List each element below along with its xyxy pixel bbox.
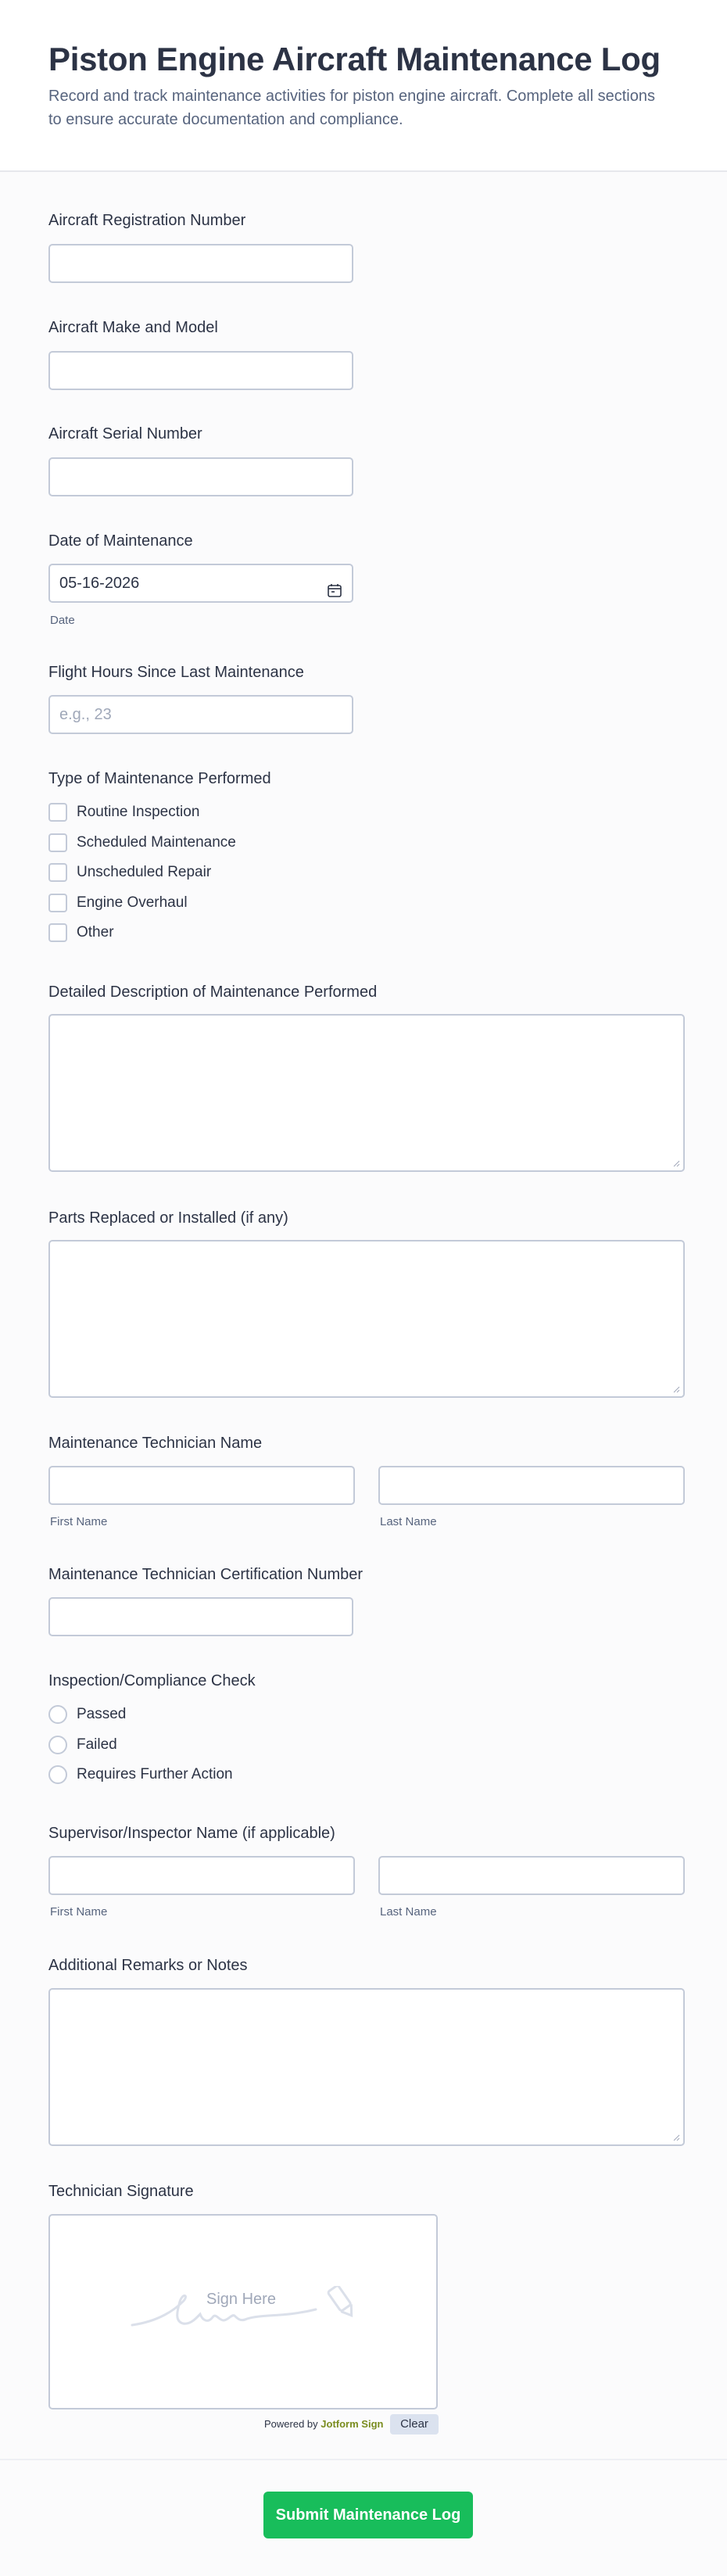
flight-hours-label: Flight Hours Since Last Maintenance: [48, 664, 304, 681]
description-label: Detailed Description of Maintenance Performed: [48, 983, 378, 1001]
supervisor-last-sublabel: Last Name: [380, 1905, 437, 1919]
form-header: [0, 0, 727, 172]
form-title: Piston Engine Aircraft Maintenance Log: [48, 41, 661, 77]
maintenance-option[interactable]: Scheduled Maintenance: [48, 833, 236, 852]
inspection-option[interactable]: Requires Further Action: [48, 1765, 233, 1784]
checkbox[interactable]: [48, 923, 67, 942]
technician-first-sublabel: First Name: [50, 1515, 108, 1528]
technician-last-sublabel: Last Name: [380, 1515, 437, 1528]
technician-first-name-input[interactable]: [48, 1466, 355, 1505]
supervisor-first-sublabel: First Name: [50, 1905, 108, 1919]
supervisor-last-name-input[interactable]: [378, 1856, 685, 1895]
maintenance-option[interactable]: Engine Overhaul: [48, 894, 188, 912]
make-model-label: Aircraft Make and Model: [48, 319, 218, 336]
date-label: Date of Maintenance: [48, 532, 193, 550]
calendar-icon[interactable]: [327, 575, 342, 591]
signature-placeholder: Sign Here: [206, 2291, 276, 2308]
checkbox[interactable]: [48, 833, 67, 852]
parts-textarea[interactable]: [48, 1240, 685, 1398]
supervisor-label: Supervisor/Inspector Name (if applicable): [48, 1825, 335, 1842]
submit-button[interactable]: Submit Maintenance Log: [263, 2492, 473, 2538]
remarks-label: Additional Remarks or Notes: [48, 1957, 248, 1974]
maintenance-option[interactable]: Other: [48, 923, 114, 942]
maintenance-type-label: Type of Maintenance Performed: [48, 770, 271, 787]
form-subtitle: Record and track maintenance activities for piston engine aircraft. Complete all sections to ensure accurate documentation and compliance.: [48, 88, 655, 128]
radio[interactable]: [48, 1705, 67, 1724]
powered-by-text: Powered by Jotform Sign: [264, 2418, 384, 2430]
jotform-sign-logo: Jotform Sign: [321, 2418, 384, 2430]
remarks-textarea[interactable]: [48, 1988, 685, 2146]
signature-pad[interactable]: [48, 2214, 438, 2409]
serial-label: Aircraft Serial Number: [48, 425, 202, 442]
resize-handle-icon[interactable]: [672, 1385, 680, 1393]
radio[interactable]: [48, 1765, 67, 1784]
checkbox[interactable]: [48, 803, 67, 822]
serial-input[interactable]: [48, 457, 353, 496]
checkbox[interactable]: [48, 863, 67, 882]
radio[interactable]: [48, 1736, 67, 1754]
make-model-input[interactable]: [48, 351, 353, 390]
inspection-option[interactable]: Passed: [48, 1705, 126, 1724]
certification-input[interactable]: [48, 1597, 353, 1636]
registration-input[interactable]: [48, 244, 353, 283]
date-sublabel: Date: [50, 614, 75, 627]
date-input[interactable]: [48, 564, 353, 603]
signature-clear-button[interactable]: Clear: [390, 2414, 439, 2434]
inspection-label: Inspection/Compliance Check: [48, 1672, 256, 1689]
inspection-option[interactable]: Failed: [48, 1736, 117, 1754]
date-value: 05-16-2026: [59, 575, 140, 592]
parts-label: Parts Replaced or Installed (if any): [48, 1209, 288, 1227]
maintenance-option[interactable]: Unscheduled Repair: [48, 863, 211, 882]
certification-label: Maintenance Technician Certification Number: [48, 1566, 364, 1583]
form-footer: [0, 2459, 727, 2576]
supervisor-first-name-input[interactable]: [48, 1856, 355, 1895]
registration-label: Aircraft Registration Number: [48, 212, 246, 229]
technician-last-name-input[interactable]: [378, 1466, 685, 1505]
description-textarea[interactable]: [48, 1014, 685, 1172]
flight-hours-placeholder: e.g., 23: [59, 706, 112, 723]
resize-handle-icon[interactable]: [672, 2134, 680, 2141]
maintenance-option[interactable]: Routine Inspection: [48, 803, 199, 822]
technician-name-label: Maintenance Technician Name: [48, 1435, 263, 1452]
signature-label: Technician Signature: [48, 2183, 194, 2200]
checkbox[interactable]: [48, 894, 67, 912]
flight-hours-input[interactable]: [48, 695, 353, 734]
resize-handle-icon[interactable]: [672, 1159, 680, 1167]
